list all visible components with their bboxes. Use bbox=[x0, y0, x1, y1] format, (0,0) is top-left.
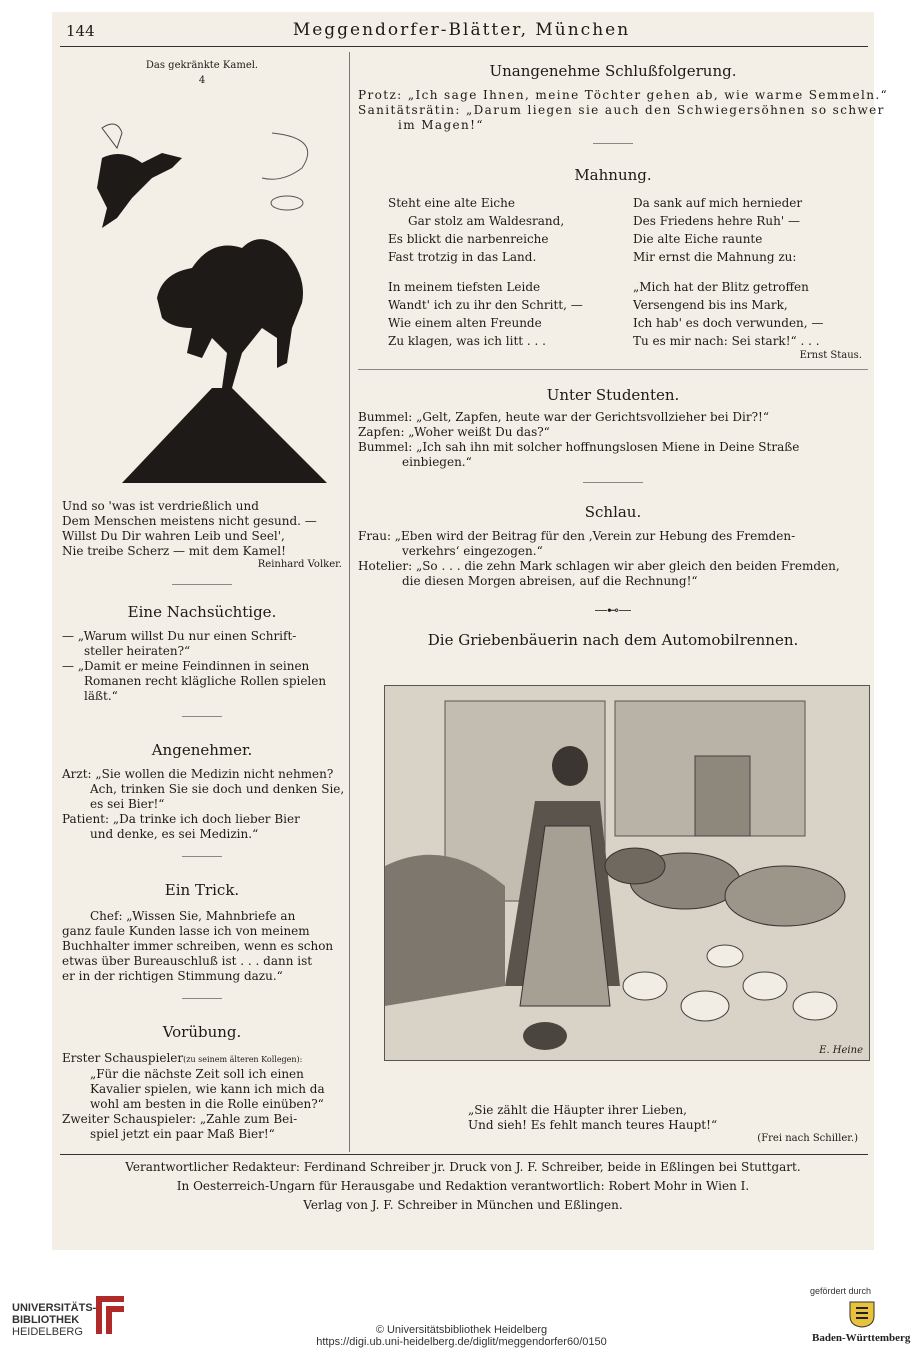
publication-title: Meggendorfer-Blätter, München bbox=[292, 20, 631, 40]
text-line: verkehrs‘ eingezogen.“ bbox=[402, 544, 543, 558]
section-separator bbox=[172, 584, 232, 585]
illustration-number: 4 bbox=[198, 75, 206, 86]
text-line: er in der richtigen Stimmung dazu.“ bbox=[62, 969, 283, 983]
text-line: es sei Bier!“ bbox=[90, 797, 165, 811]
speaker-line bbox=[62, 1051, 342, 1067]
griebenbaeuerin-title: Die Griebenbäuerin nach dem Automobilrennen. bbox=[427, 631, 799, 649]
studenten-title: Unter Studenten. bbox=[546, 386, 680, 404]
text-line: im Magen!“ bbox=[398, 118, 484, 132]
imprint-line-2: In Oesterreich-Ungarn für Herausgabe und Redaktion verantwortlich: Robert Mohr in Wien I. bbox=[176, 1179, 750, 1193]
verse-line: Wie einem alten Freunde bbox=[388, 316, 542, 330]
schlau-title: Schlau. bbox=[584, 503, 642, 521]
imprint-rule bbox=[60, 1154, 868, 1155]
nachsuechtige-text bbox=[62, 629, 342, 704]
section-separator bbox=[583, 482, 643, 483]
section-separator bbox=[593, 143, 633, 144]
funder-name: Baden-Württemberg bbox=[812, 1332, 911, 1344]
text-line: Bummel: „Ich sah ihn mit solcher hoffnungslosen Miene in Deine Straße bbox=[358, 440, 800, 454]
text-line: — „Damit er meine Feindinnen in seinen bbox=[62, 659, 310, 673]
artist-signature: E. Heine bbox=[819, 1045, 863, 1056]
text-line: Zapfen: „Woher weißt Du das?“ bbox=[358, 425, 550, 439]
schlussfolgerung-text bbox=[358, 88, 889, 133]
left-column bbox=[62, 58, 345, 1142]
column-divider bbox=[349, 52, 350, 1152]
trick-title: Ein Trick. bbox=[164, 881, 240, 899]
imprint-line-3: Verlag von J. F. Schreiber in München und Eßlingen. bbox=[303, 1198, 623, 1212]
illustration-caption: Das gekränkte Kamel. bbox=[145, 60, 259, 71]
text-line: die diesen Morgen abreisen, auf die Rechnung!“ bbox=[402, 574, 698, 588]
trick-text bbox=[62, 909, 342, 984]
text-line: wohl am besten in die Rolle einüben?“ bbox=[90, 1097, 324, 1111]
verse-line: Tu es mir nach: Sei stark!“ . . . bbox=[633, 334, 820, 348]
verse-line: In meinem tiefsten Leide bbox=[388, 280, 541, 294]
poem-line: Und so 'was ist verdrießlich und bbox=[62, 499, 259, 513]
text-line: steller heiraten?“ bbox=[84, 644, 191, 658]
text-line: „Für die nächste Zeit soll ich einen bbox=[90, 1067, 304, 1081]
poem-author: Reinhard Volker. bbox=[257, 559, 342, 570]
library-name-1: UNIVERSITÄTS- bbox=[12, 1302, 97, 1314]
voruebung-title: Vorübung. bbox=[162, 1023, 242, 1041]
schlussfolgerung-title: Unangenehme Schlußfolgerung. bbox=[489, 62, 737, 80]
funded-by-text: gefördert durch bbox=[810, 1286, 872, 1296]
voruebung-text bbox=[62, 1051, 342, 1142]
ornament-separator: ―⊷― bbox=[595, 603, 631, 617]
verse-line: Zu klagen, was ich litt . . . bbox=[388, 334, 546, 348]
studenten-text bbox=[358, 410, 868, 470]
schlau-text bbox=[358, 529, 868, 589]
library-name-3: HEIDELBERG bbox=[12, 1326, 83, 1338]
speaker-note: (zu seinem älteren Kollegen): bbox=[183, 1055, 303, 1064]
poem-line: Dem Menschen meistens nicht gesund. — bbox=[62, 514, 317, 528]
mahnung-stanza-1 bbox=[358, 194, 868, 266]
text-line: spiel jetzt ein paar Maß Bier!“ bbox=[90, 1127, 275, 1141]
verse-line: Mir ernst die Mahnung zu: bbox=[633, 250, 797, 264]
text-line: Protz: „Ich sage Ihnen, meine Töchter gehen ab, wie warme Semmeln.“ bbox=[358, 88, 889, 102]
text-line: Ach, trinken Sie sie doch und denken Sie, bbox=[90, 782, 345, 796]
griebenbaeuerin-caption bbox=[468, 1103, 868, 1144]
mahnung-stanza-2 bbox=[358, 278, 868, 350]
mahnung-title: Mahnung. bbox=[574, 166, 652, 184]
angenehmer-text bbox=[62, 767, 345, 842]
nachsuechtige-title: Eine Nachsüchtige. bbox=[127, 603, 277, 621]
copyright-text: © Universitätsbibliothek Heidelberg bbox=[375, 1324, 548, 1336]
farmyard-illustration bbox=[384, 685, 870, 1061]
state-coat-of-arms-icon bbox=[846, 1300, 878, 1328]
verse-line: Es blickt die narbenreiche bbox=[388, 232, 549, 246]
text-line: Patient: „Da trinke ich doch lieber Bier bbox=[62, 812, 300, 826]
text-line: Hotelier: „So . . . die zehn Mark schlagen wir aber gleich den beiden Fremden, bbox=[358, 559, 840, 573]
text-line: Bummel: „Gelt, Zapfen, heute war der Gerichtsvollzieher bei Dir?!“ bbox=[358, 410, 770, 424]
verse-line: Versengend bis ins Mark, bbox=[633, 298, 788, 312]
verse-line: Steht eine alte Eiche bbox=[388, 196, 515, 210]
speaker-name: Erster Schauspieler bbox=[62, 1051, 184, 1065]
imprint bbox=[52, 1160, 874, 1213]
verse-line: „Mich hat der Blitz getroffen bbox=[633, 280, 809, 294]
verse-line: Die alte Eiche raunte bbox=[633, 232, 763, 246]
library-name-2: BIBLIOTHEK bbox=[12, 1314, 80, 1326]
verse-line: Des Friedens hehre Ruh' — bbox=[633, 214, 800, 228]
text-line: ganz faule Kunden lasse ich von meinem bbox=[62, 924, 310, 938]
angenehmer-title: Angenehmer. bbox=[151, 741, 253, 759]
camel-poem bbox=[62, 499, 342, 570]
poem-line: Willst Du Dir wahren Leib und Seel', bbox=[62, 529, 285, 543]
right-column bbox=[358, 62, 889, 649]
verse-line: Da sank auf mich hernieder bbox=[633, 196, 803, 210]
mahnung-author: Ernst Staus. bbox=[799, 350, 862, 361]
section-separator bbox=[182, 716, 222, 717]
text-line: läßt.“ bbox=[84, 689, 118, 703]
text-line: Sanitätsrätin: „Darum liegen sie auch den Schwiegersöhnen so schwer bbox=[358, 103, 885, 117]
verse-line: Wandt' ich zu ihr den Schritt, — bbox=[388, 298, 583, 312]
verse-line: Ich hab' es doch verwunden, — bbox=[633, 316, 824, 330]
text-line: Chef: „Wissen Sie, Mahnbriefe an bbox=[90, 909, 296, 923]
library-bar bbox=[0, 1250, 923, 1350]
text-line: Buchhalter immer schreiben, wenn es schon bbox=[62, 939, 334, 953]
caption-line: Und sieh! Es fehlt manch teures Haupt!“ bbox=[468, 1118, 718, 1132]
poem-line: Nie treibe Scherz — mit dem Kamel! bbox=[62, 544, 286, 558]
text-line: einbiegen.“ bbox=[402, 455, 472, 469]
text-line: Kavalier spielen, wie kann ich mich da bbox=[90, 1082, 325, 1096]
caption-line: „Sie zählt die Häupter ihrer Lieben, bbox=[468, 1103, 687, 1117]
text-line: Zweiter Schauspieler: „Zahle zum Bei- bbox=[62, 1112, 298, 1126]
source-url-link[interactable]: https://digi.ub.uni-heidelberg.de/diglit/meggendorfer60/0150 bbox=[316, 1336, 607, 1348]
section-separator bbox=[182, 998, 222, 999]
text-line: Arzt: „Sie wollen die Medizin nicht nehmen? bbox=[62, 767, 334, 781]
section-separator bbox=[358, 369, 868, 370]
text-line: und denke, es sei Medizin.“ bbox=[90, 827, 259, 841]
camel-illustration bbox=[62, 88, 342, 483]
verse-line: Gar stolz am Waldesrand, bbox=[408, 214, 565, 228]
text-line: Frau: „Eben wird der Beitrag für den ‚Verein zur Hebung des Fremden- bbox=[358, 529, 796, 543]
text-line: etwas über Bureauschluß ist . . . dann ist bbox=[62, 954, 313, 968]
caption-note: (Frei nach Schiller.) bbox=[757, 1133, 858, 1144]
text-line: Romanen recht klägliche Rollen spielen bbox=[84, 674, 327, 688]
text-line: — „Warum willst Du nur einen Schrift- bbox=[62, 629, 297, 643]
imprint-line-1: Verantwortlicher Redakteur: Ferdinand Schreiber jr. Druck von J. F. Schreiber, beide in Eßlingen bei Stuttgart. bbox=[125, 1160, 801, 1174]
header-rule bbox=[60, 46, 868, 47]
page-number: 144 bbox=[66, 22, 95, 40]
verse-line: Fast trotzig in das Land. bbox=[388, 250, 537, 264]
section-separator bbox=[182, 856, 222, 857]
